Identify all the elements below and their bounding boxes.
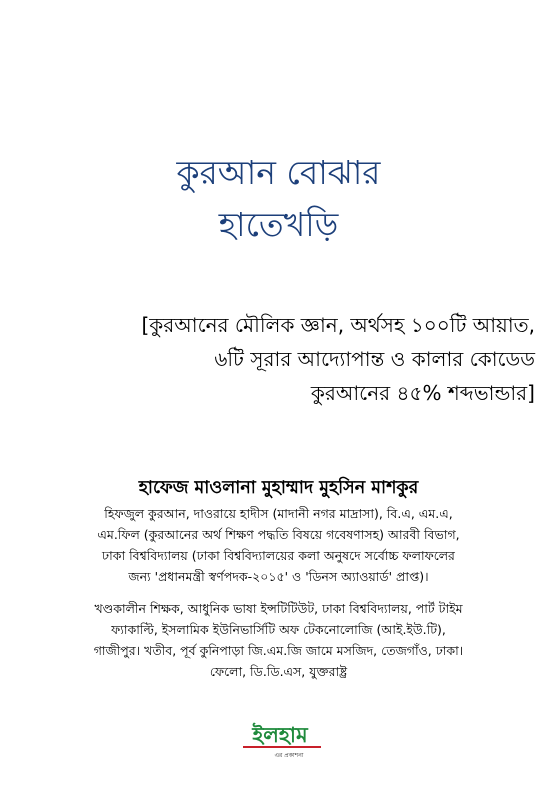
- book-title-line-2: হাতেখড়ি: [218, 205, 339, 244]
- positions-line: গাজীপুর। খতীব, পূর্ব কুনিপাড়া জি.এম.জি জামে মসজিদ, তেজগাঁও, ঢাকা।: [93, 643, 464, 658]
- publisher-logo-tagline: এর প্রকাশনা: [274, 752, 304, 759]
- positions-line: খণ্ডকালীন শিক্ষক, আধুনিক ভাষা ইন্সটিটিউট, ঢাকা বিশ্ববিদ্যালয়, পার্ট টাইম: [94, 601, 463, 616]
- publisher-logo-wordmark: ইলহাম: [252, 723, 308, 747]
- credentials-line: হিফজুল কুরআন, দাওরায়ে হাদীস (মাদানী নগর মাদ্রাসা), বি.এ, এম.এ,: [104, 506, 453, 521]
- credentials-line: এম.ফিল (কুরআনের অর্থ শিক্ষণ পদ্ধতি বিষয়ে গবেষণাসহ) আরবী বিভাগ,: [97, 527, 460, 542]
- positions-line: ফেলো, ডি.ডি.এস, যুক্তরাষ্ট্র: [209, 664, 348, 679]
- subtitle-line: ৬টি সূরার আদ্যোপান্ত ও কালার কোডেড: [214, 347, 535, 371]
- credentials-line: জন্য 'প্রধানমন্ত্রী স্বর্ণপদক-২০১৫' ও 'ডিনস অ্যাওয়ার্ড' প্রাপ্ত)।: [128, 569, 429, 584]
- publisher-logo: [225, 720, 335, 760]
- author-name: হাফেজ মাওলানা মুহাম্মাদ মুহসিন মাশকুর: [138, 478, 419, 498]
- subtitle-line: [কুরআনের মৌলিক জ্ঞান, অর্থসহ ১০০টি আয়াত,: [141, 313, 535, 337]
- author-credentials: [14, 503, 543, 587]
- credentials-line: ঢাকা বিশ্ববিদ্যালয় (ঢাকা বিশ্ববিদ্যালয়ের কলা অনুষদে সর্বোচ্চ ফলাফলের: [102, 548, 455, 563]
- book-subtitle: [20, 308, 535, 410]
- subtitle-line: কুরআনের ৪৫% শব্দভান্ডার]: [310, 381, 535, 405]
- book-title-line-1: কুরআন বোঝার: [176, 153, 381, 192]
- positions-line: ফ্যাকাল্টি, ইসলামিক ইউনিভার্সিটি অফ টেকনোলোজি (আই.ইউ.টি),: [111, 622, 446, 637]
- author-positions: [14, 598, 543, 682]
